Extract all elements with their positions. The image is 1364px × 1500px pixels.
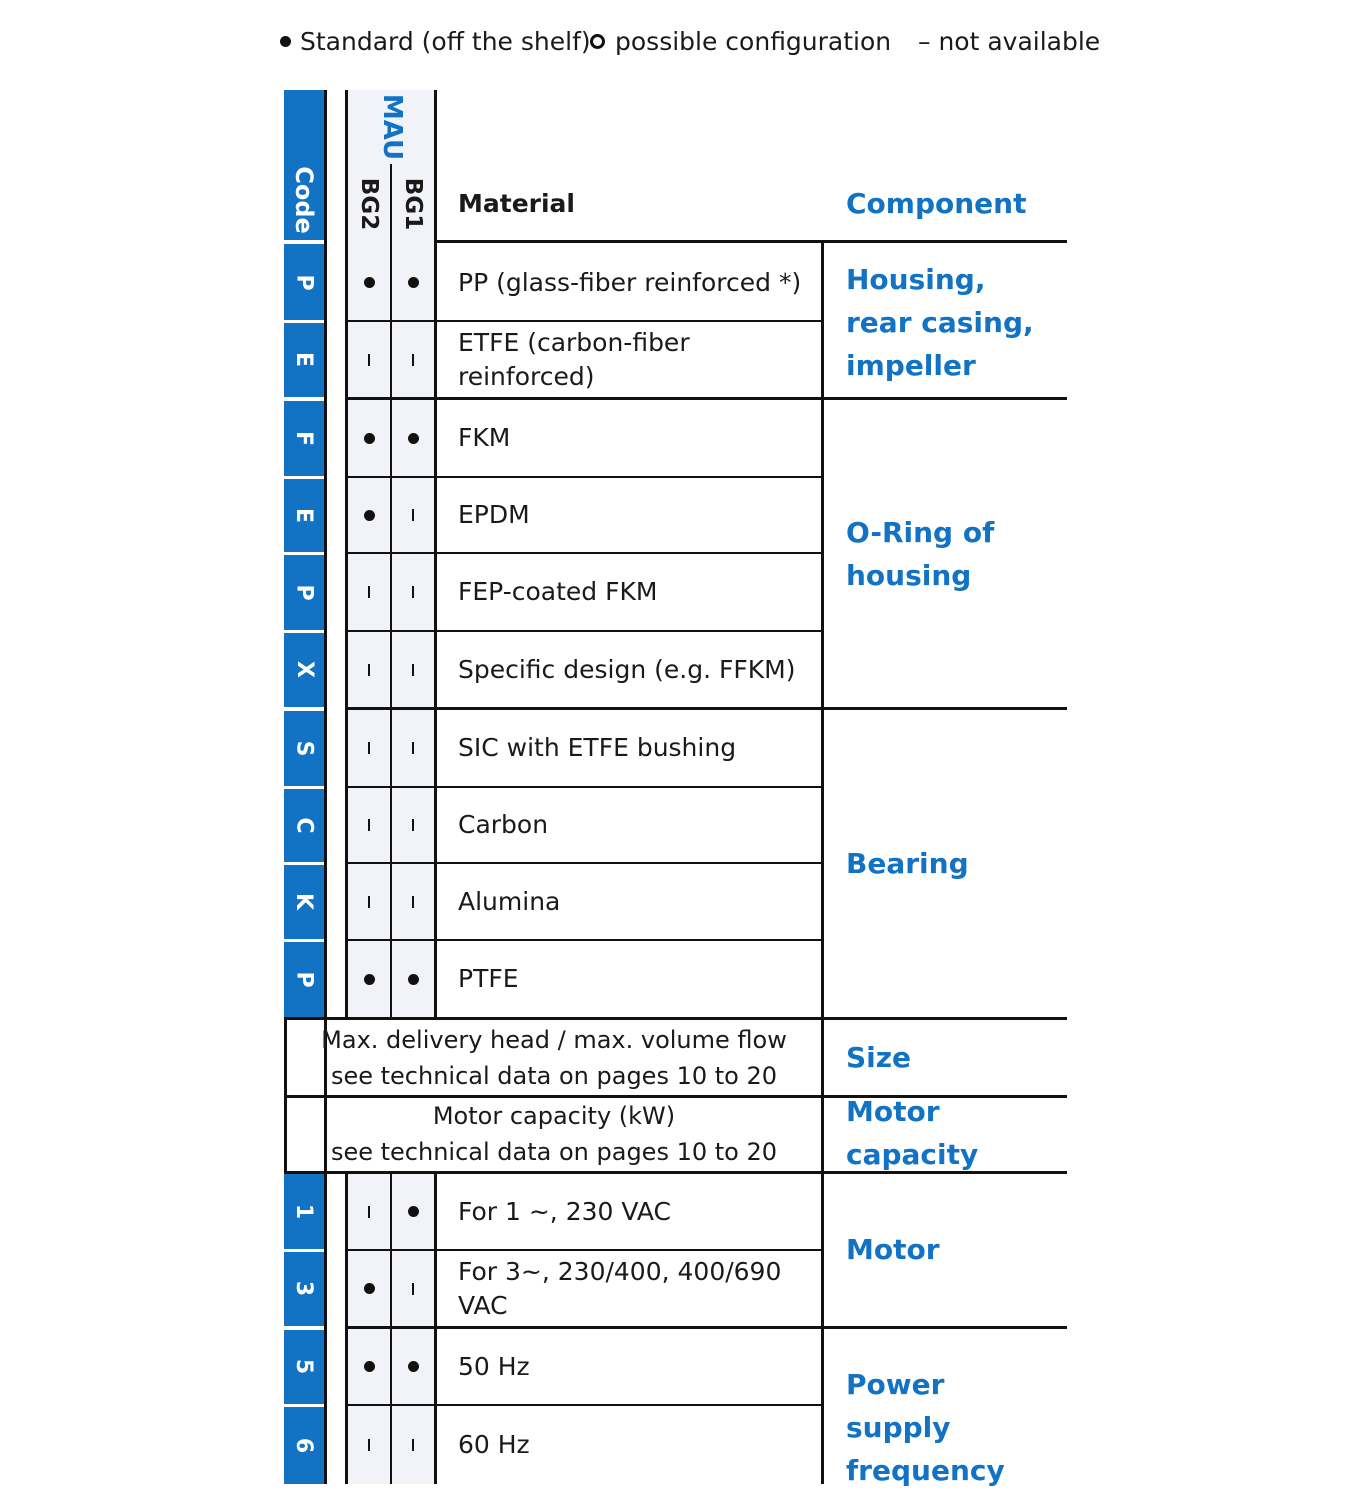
mau-header: MAU [377, 93, 407, 161]
filled-dot-icon [280, 36, 291, 47]
dash-icon [412, 509, 414, 521]
material-cell: Specific design (e.g. FFKM) [458, 654, 796, 684]
filled-dot-icon [364, 1361, 375, 1372]
dash-icon [368, 742, 370, 754]
material-cell: FKM [458, 423, 511, 452]
filled-dot-icon [364, 510, 375, 521]
bg2-availability [348, 554, 390, 630]
bg2-availability [348, 1406, 390, 1484]
filled-dot-icon [408, 1206, 419, 1217]
code-cell: E [291, 351, 317, 368]
bg1-availability [392, 400, 434, 476]
code-cell: P [291, 583, 317, 601]
dash-icon [412, 1283, 414, 1295]
bg2-availability [348, 245, 390, 320]
bg2-availability [348, 1329, 390, 1404]
dash-icon [412, 664, 414, 676]
bg1-availability [392, 632, 434, 707]
bg1-availability [392, 1174, 434, 1249]
component-bearing: Bearing [846, 847, 969, 880]
dash-icon [412, 1439, 414, 1451]
bg2-header: BG2 [356, 177, 383, 231]
bg1-availability [392, 1329, 434, 1404]
bg1-availability [392, 864, 434, 939]
component-power-supply: Power supply frequency [846, 1368, 1005, 1487]
filled-dot-icon [364, 1283, 375, 1294]
bg2-availability [348, 322, 390, 397]
filled-dot-icon [364, 974, 375, 985]
component-motor: Motor [846, 1233, 940, 1266]
dash-icon [368, 664, 370, 676]
filled-dot-icon [408, 277, 419, 288]
code-header: Code [290, 166, 318, 234]
dash-icon [412, 586, 414, 598]
bg1-availability [392, 478, 434, 552]
legend-standard: Standard (off the shelf) [280, 22, 591, 62]
bg2-availability [348, 478, 390, 552]
code-cell: 6 [291, 1437, 317, 1453]
component-housing: Housing, rear casing, impeller [846, 263, 1034, 382]
code-cell: P [291, 970, 317, 988]
code-cell: E [291, 507, 317, 523]
divider-bg1-right-bottom [434, 1174, 437, 1484]
material-cell: PP (glass-fiber reinforced *) [458, 267, 802, 297]
bg1-availability [392, 1251, 434, 1326]
bg2-availability [348, 710, 390, 786]
material-header: Material [458, 189, 575, 218]
bg1-header: BG1 [400, 177, 427, 231]
material-cell: For 1 ~, 230 VAC [458, 1196, 671, 1226]
dash-icon [368, 896, 370, 908]
code-separator [284, 240, 324, 244]
bg1-availability [392, 788, 434, 862]
bg1-availability [392, 322, 434, 397]
component-header: Component [846, 187, 1027, 220]
legend-possible: possible configuration [590, 22, 891, 62]
dash-icon [368, 1206, 370, 1218]
code-cell: S [291, 740, 317, 756]
filled-dot-icon [364, 277, 375, 288]
divider-code [324, 90, 327, 1484]
dash-icon [368, 819, 370, 831]
code-cell: X [291, 661, 317, 678]
motor-capacity-description: Motor capacity (kW) see technical data on pages 10 to 20 [330, 1102, 778, 1166]
open-circle-icon [590, 34, 605, 49]
dash-icon [412, 819, 414, 831]
bg1-availability [392, 245, 434, 320]
code-cell: 1 [291, 1203, 317, 1220]
bg2-availability [348, 788, 390, 862]
dash-icon [412, 354, 414, 366]
dash-icon [412, 896, 414, 908]
bg1-availability [392, 554, 434, 630]
filled-dot-icon [408, 974, 419, 985]
group-rule [284, 1017, 1067, 1020]
filled-dot-icon [364, 433, 375, 444]
code-cell: K [291, 892, 317, 911]
bg1-availability [392, 941, 434, 1017]
bg1-availability [392, 1406, 434, 1484]
material-cell: For 3~, 230/400, 400/690 VAC [458, 1256, 782, 1320]
material-cell: PTFE [458, 964, 519, 993]
code-cell: 3 [291, 1280, 317, 1297]
dash-icon [368, 586, 370, 598]
material-cell: Alumina [458, 886, 561, 916]
bg2-availability [348, 400, 390, 476]
code-cell: F [291, 430, 317, 446]
bg2-availability [348, 1174, 390, 1249]
bg2-availability [348, 632, 390, 707]
component-motor-capacity: Motor capacity [846, 1095, 979, 1171]
dash-icon [368, 1439, 370, 1451]
bg1-availability [392, 710, 434, 786]
size-description: Max. delivery head / max. volume flow see technical data on pages 10 to 20 [321, 1026, 787, 1090]
material-cell: EPDM [458, 500, 530, 529]
material-cell: 50 Hz [458, 1351, 530, 1381]
code-cell: P [291, 274, 317, 291]
filled-dot-icon [408, 1361, 419, 1372]
header-rule [436, 240, 1067, 243]
bg2-availability [348, 941, 390, 1017]
dash-icon [368, 354, 370, 366]
component-oring: O-Ring of housing [846, 516, 995, 592]
bg2-availability [348, 864, 390, 939]
bg2-availability [348, 1251, 390, 1326]
code-cell: C [291, 816, 317, 834]
material-cell: FEP-coated FKM [458, 577, 658, 606]
component-size: Size [846, 1041, 912, 1074]
material-cell: ETFE (carbon-fiber reinforced) [458, 327, 690, 391]
filled-dot-icon [408, 433, 419, 444]
legend-not-available: – not available [918, 27, 1101, 56]
code-cell: 5 [291, 1358, 317, 1375]
dash-icon [412, 742, 414, 754]
material-cell: 60 Hz [458, 1430, 530, 1459]
material-cell: SIC with ETFE bushing [458, 733, 737, 762]
material-cell: Carbon [458, 810, 549, 839]
